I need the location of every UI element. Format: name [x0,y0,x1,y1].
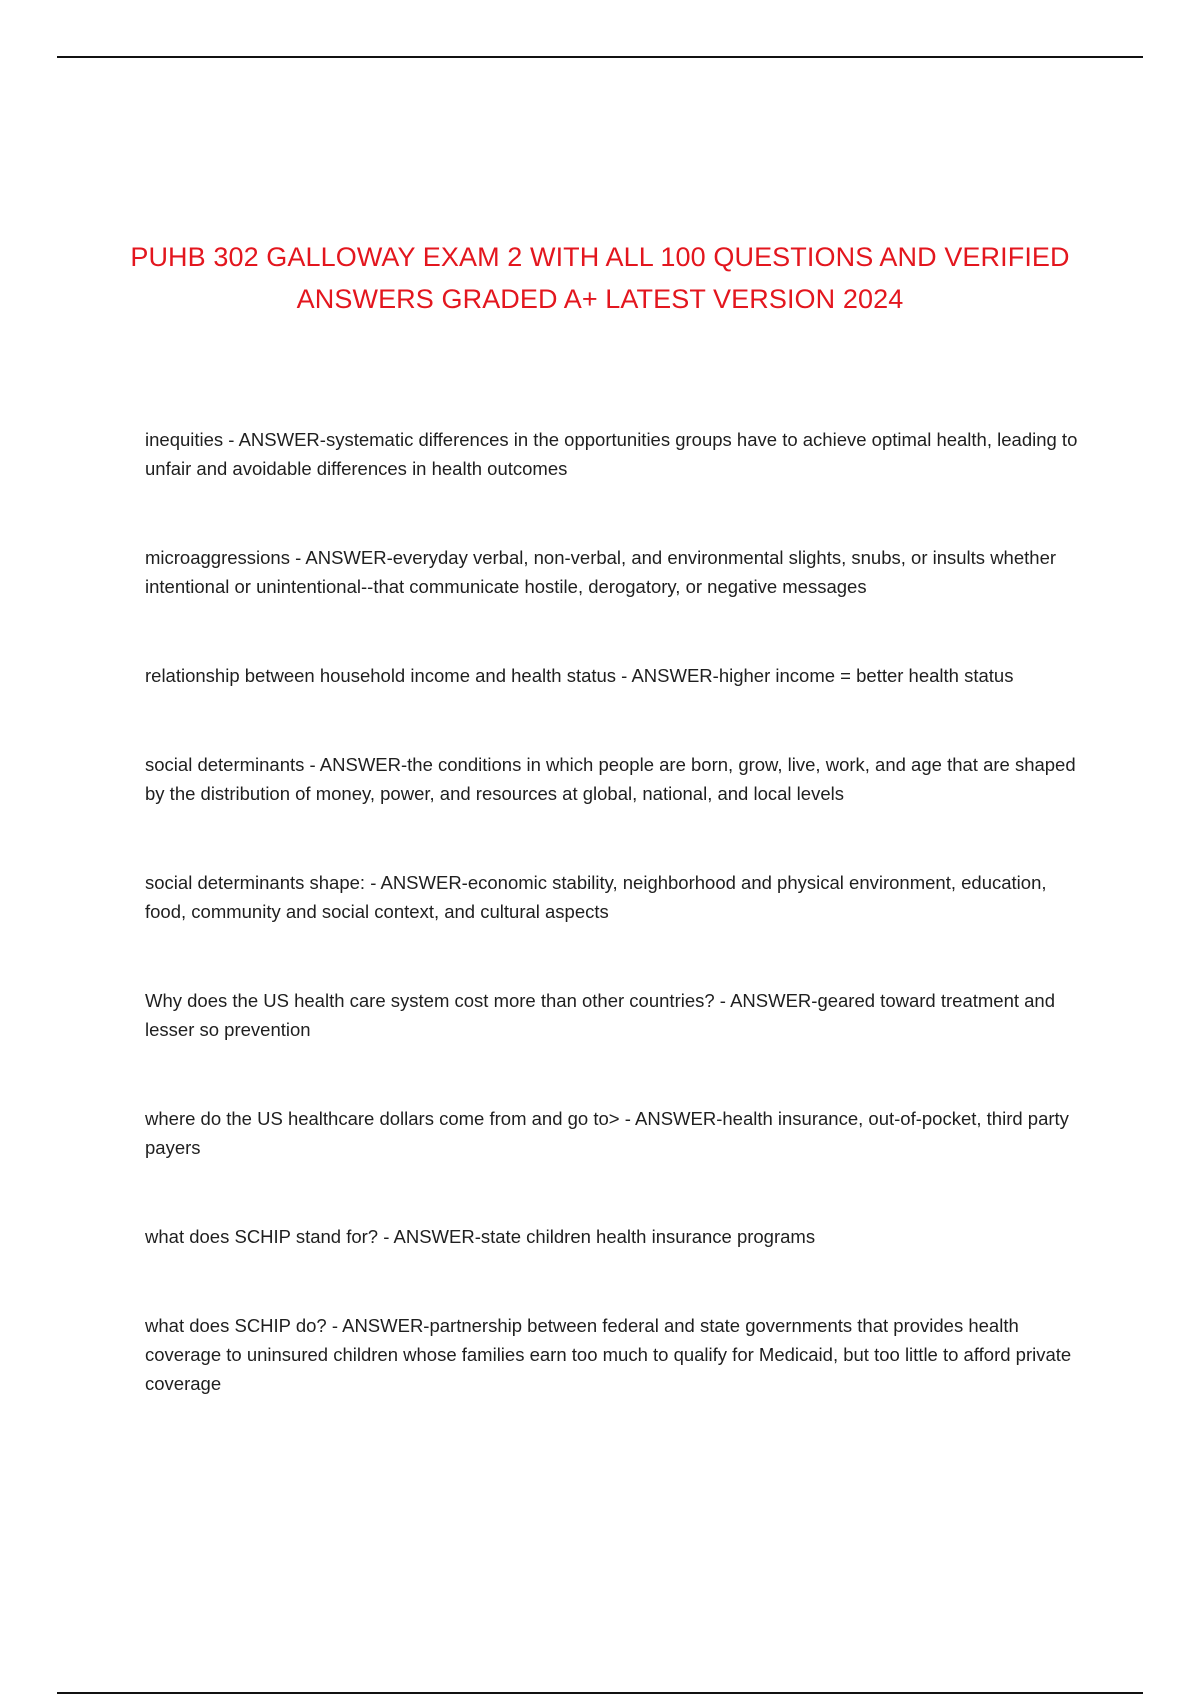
bottom-rule [57,1692,1143,1694]
qa-item: Why does the US health care system cost more than other countries? - ANSWER-geared toward treatment and lesser so prevention [145,990,1056,1040]
qa-item: microaggressions - ANSWER-everyday verbal, non-verbal, and environmental slights, snubs, or insults whether intentional or unintentional--that communicate hostile, derogatory, or negative messages [145,547,1057,597]
qa-item: social determinants - ANSWER-the conditions in which people are born, grow, live, work, and age that are shaped by the distribution of money, power, and resources at global, national, and local levels [145,754,1076,804]
top-rule [57,56,1143,58]
qa-item: what does SCHIP do? - ANSWER-partnership between federal and state governments that provides health coverage to uninsured children whose families earn too much to qualify for Medicaid, but too little to afford private coverage [145,1315,1072,1394]
qa-item: inequities - ANSWER-systematic differences in the opportunities groups have to achieve optimal health, leading to unfair and avoidable differences in health outcomes [145,429,1078,479]
title-line-1: PUHB 302 GALLOWAY EXAM 2 WITH ALL 100 QUESTIONS AND VERIFIED [130,242,1070,272]
qa-item: relationship between household income and health status - ANSWER-higher income = better health status [145,665,1014,686]
qa-item: where do the US healthcare dollars come from and go to> - ANSWER-health insurance, out-of-pocket, third party payers [145,1108,1069,1158]
qa-list [145,425,1090,1458]
qa-item: what does SCHIP stand for? - ANSWER-state children health insurance programs [145,1226,816,1247]
title-line-2: ANSWERS GRADED A+ LATEST VERSION 2024 [296,284,904,314]
document-title [100,236,1100,320]
qa-item: social determinants shape: - ANSWER-economic stability, neighborhood and physical environment, education, food, community and social context, and cultural aspects [145,872,1047,922]
